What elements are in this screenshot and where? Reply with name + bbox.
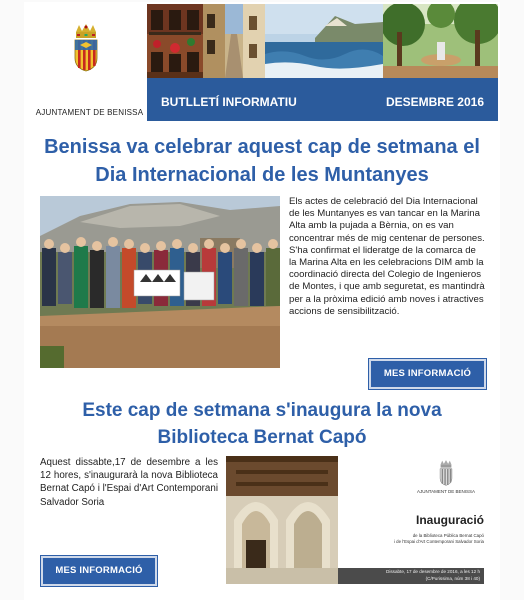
article-1-paragraph-2: S'ha confirmat el lideratge de la comarca de la Marina Alta en les celebracions DIM amb la coordinació directa del Colegio de Ingenieros de Montes, i que amb seguretat, es mantindrà per a la pròxima edició amb noves i atractives accions de sensibilització. bbox=[289, 244, 485, 317]
article-1-paragraph-1: Els actes de celebració del Dia Internacional de les Muntanyes es van tancar en la Marina Alta amb la pujada a Bèrnia, on es van concentrar més de mig centenar de persones. bbox=[289, 196, 485, 244]
article-2-more-info-button[interactable]: MES INFORMACIÓ bbox=[41, 556, 157, 586]
header-photo-strip bbox=[147, 4, 498, 78]
poster-title: Inauguració bbox=[415, 513, 484, 527]
article-1-title-line-2: Dia Internacional de les Muntanyes bbox=[95, 164, 429, 186]
poster-date-line-2: (C/Purissima, núm 38 i 40) bbox=[425, 575, 480, 581]
photo-coast bbox=[265, 4, 383, 78]
article-2-title-line-2: Biblioteca Bernat Capó bbox=[157, 427, 367, 448]
issue-date: DESEMBRE 2016 bbox=[385, 95, 484, 109]
photo-street bbox=[203, 4, 265, 78]
poster-subtitle-line-2: i de l'Espai d'Art Contemporani Salvador Soria bbox=[393, 539, 484, 544]
inauguration-poster bbox=[338, 456, 484, 584]
poster-town-name: AJUNTAMENT DE BENISSA bbox=[416, 489, 476, 494]
article-2-title bbox=[24, 397, 500, 451]
bulletin-label: BUTLLETÍ INFORMATIU bbox=[161, 95, 297, 109]
article-2-body: Aquest dissabte,17 de desembre a les 12 hores, s'inaugurarà la nova Biblioteca Bernat Capó i l'Espai d'Art Contemporani Salvador Soria bbox=[40, 457, 218, 508]
town-name: AJUNTAMENT DE BENISSA bbox=[35, 108, 144, 117]
photo-park bbox=[383, 4, 498, 78]
article-1-title bbox=[24, 133, 500, 189]
coat-of-arms-icon bbox=[73, 24, 99, 72]
header-logo-panel bbox=[24, 4, 147, 121]
poster-subtitle bbox=[344, 533, 484, 545]
article-2-title-line-1: Este cap de setmana s'inaugura la nova bbox=[82, 400, 442, 421]
poster-date-bar bbox=[338, 568, 484, 584]
poster-subtitle-line-1: de la Biblioteca Pública Bernat Capó bbox=[412, 533, 484, 538]
photo-building-balconies bbox=[147, 4, 203, 78]
article-1-more-info-button[interactable]: MES INFORMACIÓ bbox=[369, 359, 486, 389]
poster-coat-of-arms-icon bbox=[439, 460, 453, 486]
article-1-title-line-1: Benissa va celebrar aquest cap de setmana el bbox=[44, 136, 480, 158]
poster-date-line-1: Dissabte, 17 de desembre de 2016, a les 12 h bbox=[386, 569, 480, 574]
article-1-photo-group bbox=[40, 196, 280, 368]
article-1-body bbox=[289, 196, 485, 318]
header-banner bbox=[147, 78, 498, 121]
library-interior-photo bbox=[226, 456, 338, 584]
